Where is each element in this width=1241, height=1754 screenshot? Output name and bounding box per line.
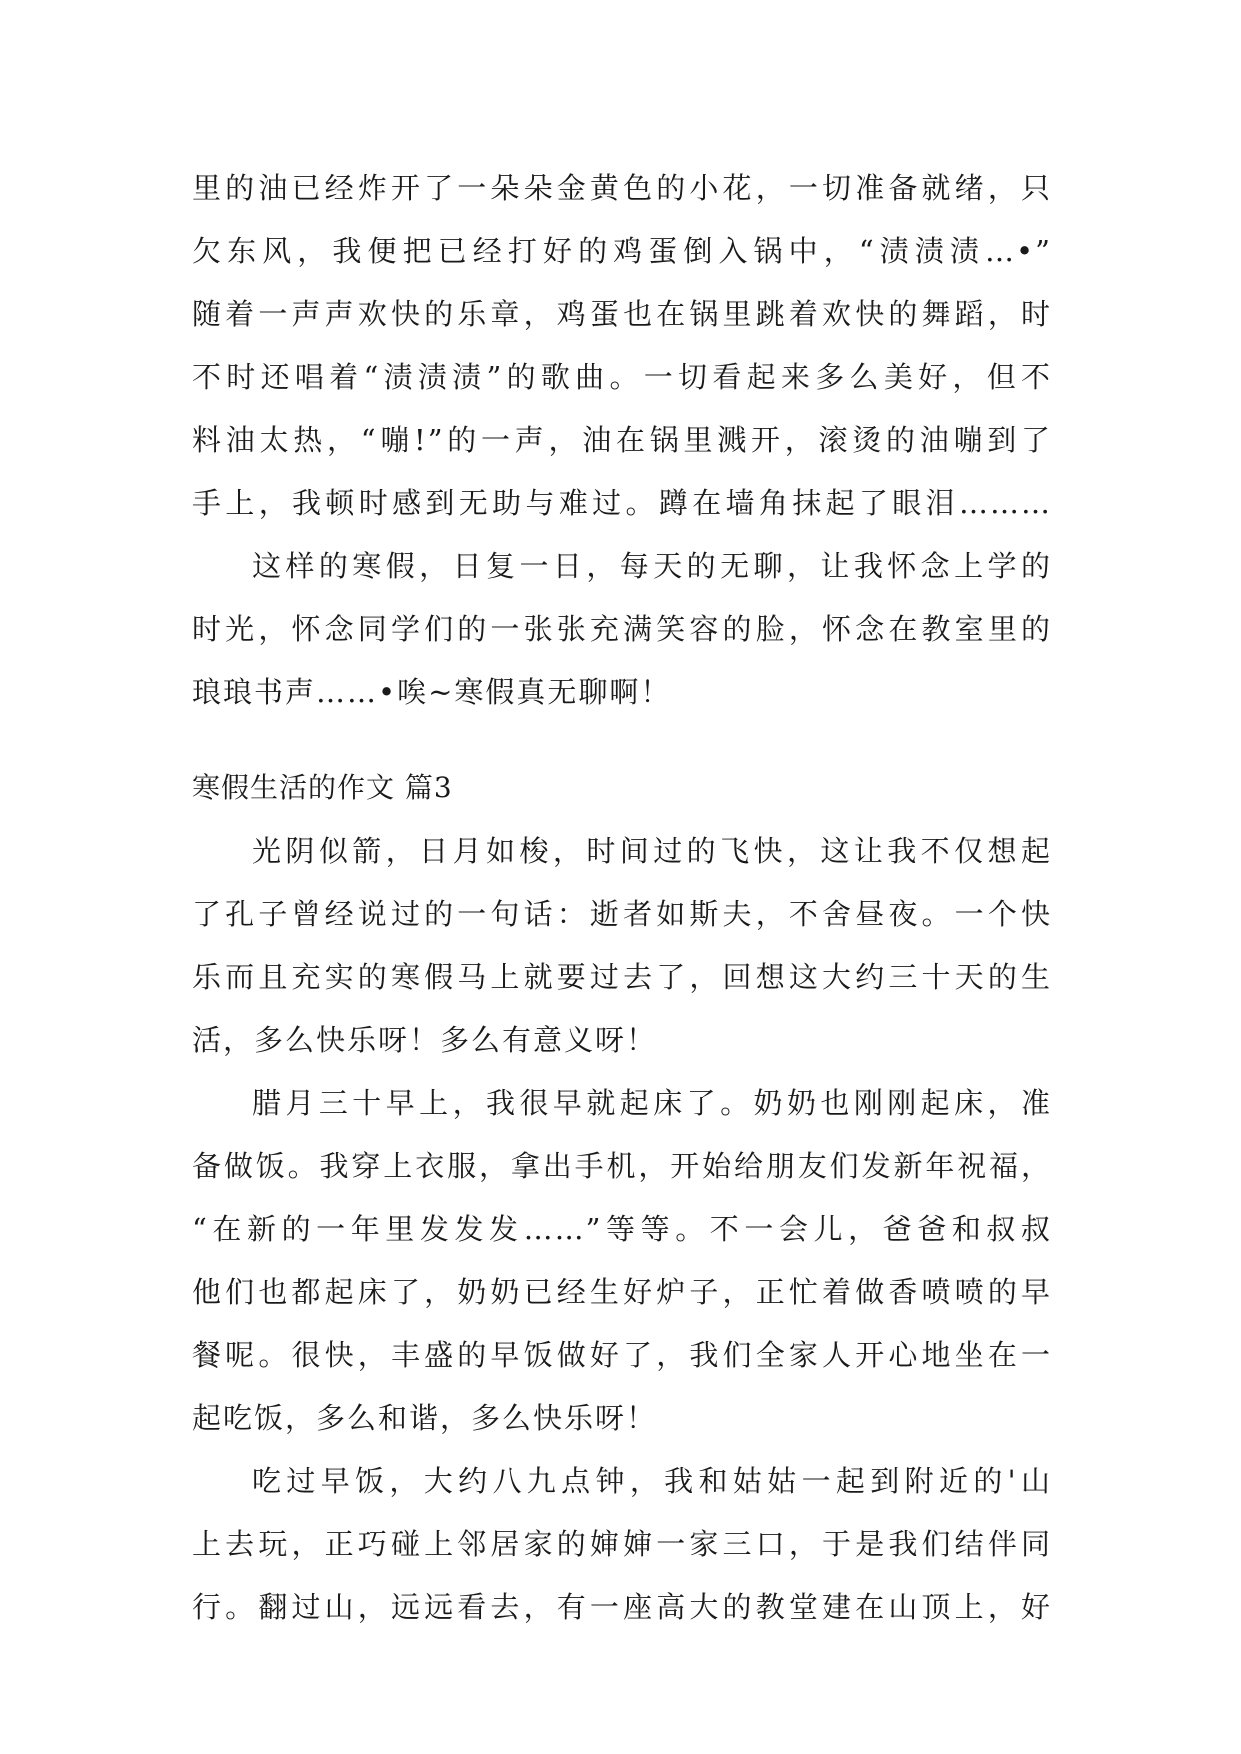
text-line: 时光，怀念同学们的一张张充满笑容的脸，怀念在教室里的 xyxy=(192,612,1052,646)
text-line: 乐而且充实的寒假马上就要过去了，回想这大约三十天的生 xyxy=(192,960,1052,994)
paragraph-first-line: 吃过早饭，大约八九点钟，我和姑姑一起到附近的'山 xyxy=(252,1464,1052,1498)
text-line: “在新的一年里发发发……”等等。不一会儿，爸爸和叔叔 xyxy=(192,1212,1052,1246)
text-line: 料油太热，“嘣!”的一声，油在锅里溅开，滚烫的油嘣到了 xyxy=(192,423,1052,457)
text-line: 上去玩，正巧碰上邻居家的婶婶一家三口，于是我们结伴同 xyxy=(192,1527,1052,1561)
text-line: 他们也都起床了，奶奶已经生好炉子，正忙着做香喷喷的早 xyxy=(192,1275,1052,1309)
text-line: 欠东风，我便把已经打好的鸡蛋倒入锅中，“渍渍渍…•” xyxy=(192,234,1052,268)
text-line: 手上，我顿时感到无助与难过。蹲在墙角抹起了眼泪……… xyxy=(192,486,1052,520)
text-line: 餐呢。很快，丰盛的早饭做好了，我们全家人开心地坐在一 xyxy=(192,1338,1052,1372)
text-line: 琅琅书声……•唉~寒假真无聊啊！ xyxy=(192,675,672,709)
text-line: 行。翻过山，远远看去，有一座高大的教堂建在山顶上，好 xyxy=(192,1590,1052,1624)
paragraph-first-line: 光阴似箭，日月如梭，时间过的飞快，这让我不仅想起 xyxy=(252,834,1052,868)
section-heading: 寒假生活的作文 篇3 xyxy=(192,771,453,804)
text-line: 活，多么快乐呀！多么有意义呀！ xyxy=(192,1023,658,1057)
text-line: 备做饭。我穿上衣服，拿出手机，开始给朋友们发新年祝福， xyxy=(192,1149,1052,1183)
text-line: 里的油已经炸开了一朵朵金黄色的小花，一切准备就绪，只 xyxy=(192,171,1052,205)
paragraph-first-line: 这样的寒假，日复一日，每天的无聊，让我怀念上学的 xyxy=(252,549,1052,583)
paragraph-first-line: 腊月三十早上，我很早就起床了。奶奶也刚刚起床，准 xyxy=(252,1086,1052,1120)
text-line: 随着一声声欢快的乐章，鸡蛋也在锅里跳着欢快的舞蹈，时 xyxy=(192,297,1052,331)
text-line: 起吃饭，多么和谐，多么快乐呀！ xyxy=(192,1401,658,1435)
text-line: 了孔子曾经说过的一句话：逝者如斯夫，不舍昼夜。一个快 xyxy=(192,897,1052,931)
text-line: 不时还唱着“渍渍渍”的歌曲。一切看起来多么美好，但不 xyxy=(192,360,1052,394)
